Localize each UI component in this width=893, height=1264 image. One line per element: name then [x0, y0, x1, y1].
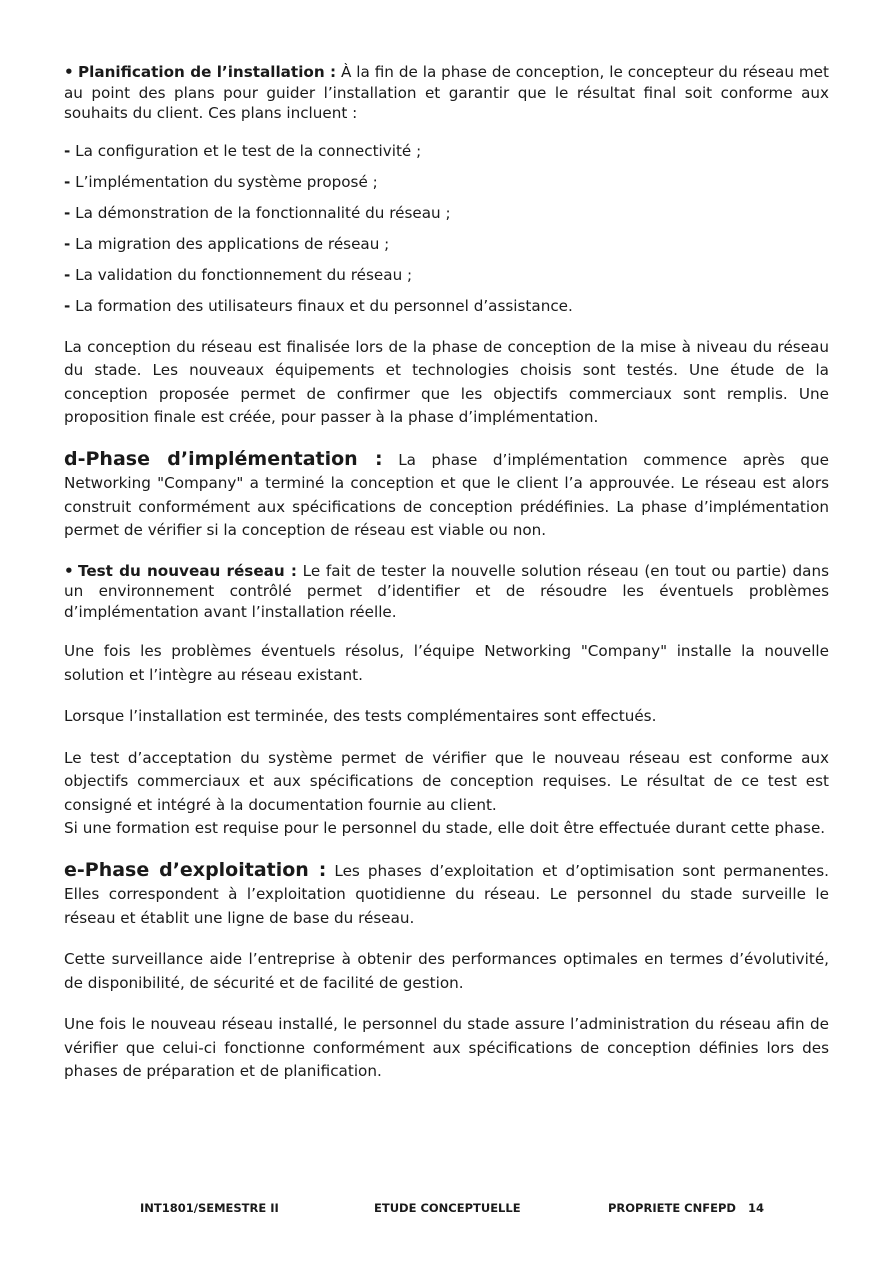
install-paragraph: Lorsque l’installation est terminée, des tests complémentaires sont effectués. [64, 707, 657, 725]
planification-text: À la fin de la phase de conception, le concepteur du réseau met au point des plans pour guider l’installation et garantir que le résultat final soit conforme aux souhaits du client. Ces plans incluent : [64, 63, 829, 122]
list-item: - L’implémentation du système proposé ; [64, 172, 378, 191]
plans-list [64, 141, 829, 316]
list-item: - La formation des utilisateurs finaux et du personnel d’assistance. [64, 296, 573, 315]
dash-marker: - [64, 172, 71, 191]
dash-marker: - [64, 141, 71, 160]
test-heading: Test du nouveau réseau : [78, 561, 297, 580]
dash-marker: - [64, 296, 71, 315]
test-paragraph [64, 561, 829, 623]
problems-paragraph: Une fois les problèmes éventuels résolus, l’équipe Networking "Company" installe la nouvelle solution et l’intègre au réseau existant. [64, 642, 829, 684]
exploitation-paragraph [64, 859, 829, 931]
document-page [64, 62, 829, 1102]
planification-paragraph [64, 62, 829, 124]
list-item: - La démonstration de la fonctionnalité du réseau ; [64, 203, 451, 222]
test-text: Le fait de tester la nouvelle solution réseau (en tout ou partie) dans un environnement contrôlé permet d’identifier et de résoudre les éventuels problèmes d’implémentation avant l’installation réelle. [64, 561, 829, 621]
admin-paragraph: Une fois le nouveau réseau installé, le personnel du stade assure l’administration du réseau afin de vérifier que celui-ci fonctionne conformément aux spécifications de conception définies lors des phases de préparation et de planification. [64, 1015, 829, 1080]
implementation-heading: d-Phase d’implémentation : [64, 447, 383, 470]
footer-owner: PROPRIETE CNFEPD [608, 1201, 736, 1215]
acceptance-paragraph [64, 747, 829, 841]
page-number: 14 [748, 1201, 765, 1215]
training-text: Si une formation est requise pour le personnel du stade, elle doit être effectuée durant cette phase. [64, 819, 826, 837]
implementation-text: La phase d’implémentation commence après que Networking "Company" a terminé la conception et que le client l’a approuvée. Le réseau est alors construit conformément aux spécifications de conception prédéfinies. La phase d’implémentation permet de vérifier si la conception de réseau est viable ou non. [64, 450, 829, 539]
implementation-paragraph [64, 448, 829, 543]
planification-heading: Planification de l’installation : [78, 63, 337, 81]
conception-paragraph: La conception du réseau est finalisée lors de la phase de conception de la mise à niveau du réseau du stade. Les nouveaux équipements et technologies choisis sont testés. Une étude de la conception proposée permet de confirmer que les objectifs commerciaux sont remplis. Une proposition finale est créée, pour passer à la phase d’implémentation. [64, 337, 829, 426]
exploitation-text: Les phases d’exploitation et d’optimisation sont permanentes. Elles correspondent à l’exploitation quotidienne du réseau. Le personnel du stade surveille le réseau et établit une ligne de base du réseau. [64, 861, 829, 927]
bullet-icon: • [64, 561, 74, 580]
list-item: - La configuration et le test de la connectivité ; [64, 141, 422, 160]
bullet-icon: • [64, 63, 74, 81]
page-footer [0, 1201, 893, 1219]
list-item: - La validation du fonctionnement du réseau ; [64, 265, 413, 284]
footer-course: INT1801/SEMESTRE II [140, 1201, 279, 1215]
exploitation-heading: e-Phase d’exploitation : [64, 858, 327, 881]
dash-marker: - [64, 234, 71, 253]
dash-marker: - [64, 203, 71, 222]
footer-title: ETUDE CONCEPTUELLE [374, 1201, 521, 1215]
surveillance-paragraph: Cette surveillance aide l’entreprise à obtenir des performances optimales en termes d’évolutivité, de disponibilité, de sécurité et de facilité de gestion. [64, 950, 829, 992]
list-item: - La migration des applications de réseau ; [64, 234, 390, 253]
acceptance-text: Le test d’acceptation du système permet de vérifier que le nouveau réseau est conforme aux objectifs commerciaux et aux spécifications de conception requises. Le résultat de ce test est consigné et intégré à la documentation fournie au client. [64, 748, 829, 814]
dash-marker: - [64, 265, 71, 284]
